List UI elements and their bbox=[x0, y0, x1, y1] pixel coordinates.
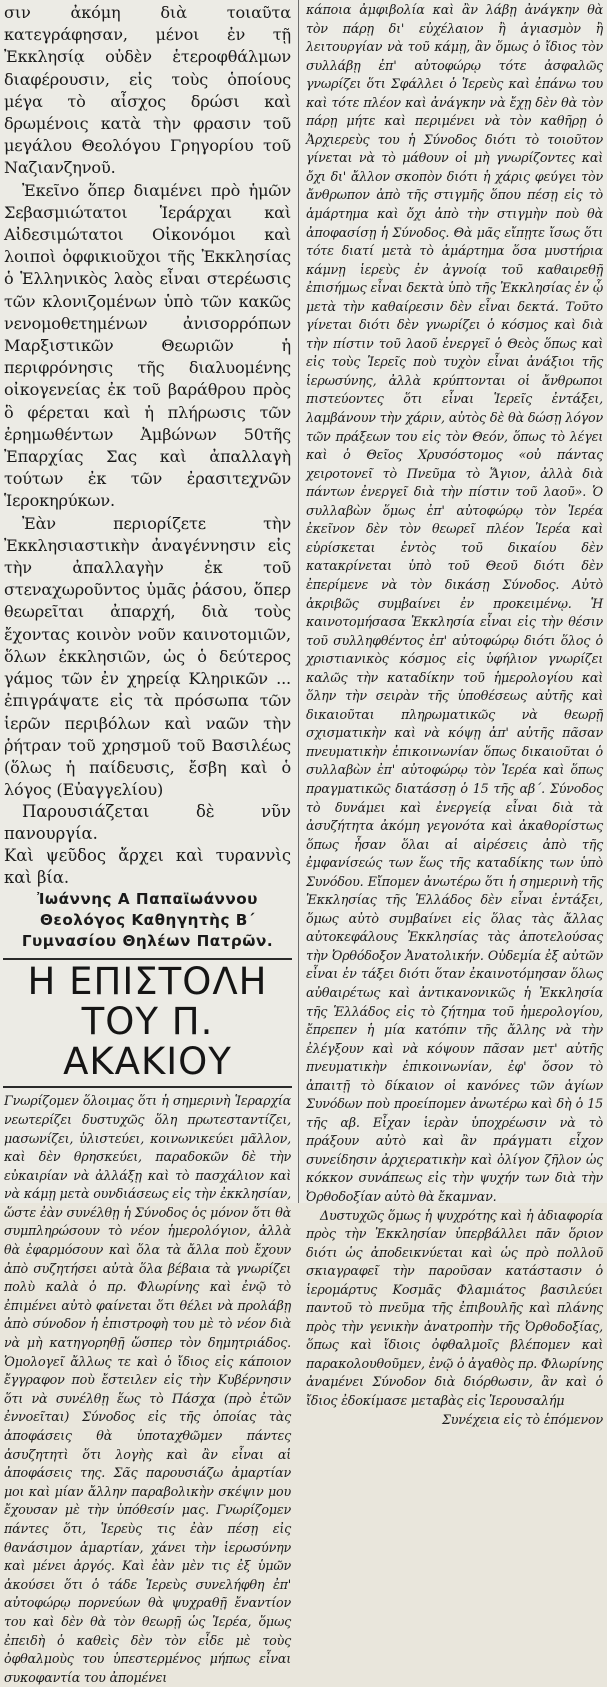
headline: Η ΕΠΙΣΤΟΛΗ ΤΟΥ Π. ΑΚΑΚΙΟΥ bbox=[27, 960, 268, 1084]
article-paragraph: Ἐκεῖνο ὅπερ διαμένει πρὸ ἡμῶν Σεβασμιώτατοι Ἱεράρχαι καὶ Αἰδεσιμώτατοι Οἰκονόμοι καὶ λοιποὶ ὀφφικιοῦχοι τῆς Ἐκκλησίας ὁ Ἑλληνικὸς λαὸς εἶναι στερέωσις τῶν κλονιζομένων ὑπὸ τῶν κακῶς νενομοθετημένων ἀνισορρόπων Μαρξιστικῶν Θεωριῶν ἡ περιφρόνησις τῆς διαλυομένης οἰκογενείας ἐκ τοῦ βαράθρου πρὸς ὃ φέρεται καὶ ἡ πλήρωσις τῶν ἐρημωθέντων Ἀμβώνων 50τῆς Ἐπαρχίας Σας καὶ ἀπαλλαγὴ τούτων ἐκ τῶν ἐρασιτεχνῶν Ἱεροκηρύκων. bbox=[4, 180, 291, 511]
closing-line: Καὶ ψεῦδος ἄρχει καὶ τυραννὶς καὶ βία. bbox=[4, 846, 291, 888]
author-signature: Ἰωάννης Α Παπαϊωάννου Θεολόγος Καθηγητὴς Β΄ Γυμνασίου Θηλέων Πατρῶν. bbox=[21, 890, 274, 951]
article-paragraph: Ἐὰν περιορίζετε τὴν Ἐκκλησιαστικὴν ἀναγέννησιν εἰς τὴν ἀπαλλαγὴν ἐκ τοῦ στεναχωροῦντος ὑμᾶς ῥάσου, ὅπερ θεωρεῖται ἀπαρχή, διὰ τοὺς ἔχοντας κοινὸν νοῦν καινοτομιῶν, ὅλων ἐκκλησιῶν, ὡς ὁ δεύτερος γάμος τῶν ἐν χηρείᾳ Κληρικῶν ... ἐπιγράψατε εἰς τὰ πρόσωπα τῶν ἱερῶν περιβόλων καὶ ναῶν τὴν ῥήτραν τοῦ χρησμοῦ τοῦ Βασιλέως (ὅλως ἡ παίδευσις, ἔσβη καὶ ὁ λόγος (Εὐαγγελίου) bbox=[4, 513, 291, 800]
letter-body-right bbox=[302, 0, 607, 1429]
letter-body-left: Γνωρίζομεν ὅλοιμας ὅτι ἡ σημερινὴ Ἱεραρχία νεωτερίζει δυστυχῶς ὅλη πρωτεσταντίζει, μασωνίζει, ὑλιστεύει, κοινωνικεύει μᾶλλον, καὶ δὲν θρησκεύει, παραδοκῶν δὲ τὴν εὐκαιρίαν νὰ ἀλλάξῃ καὶ τὸ πασχάλιον καὶ νὰ κάμῃ μετὰ ουνδιάσεως εἰς τὴν ἐκκλησίαν, ὥστε ἐὰν συνέλθῃ ἡ Σύνοδος ὁς μόνον ὅτι θὰ συμπληρώσουν τὸ νέον ἡμερολόγιον, ἀλλὰ θὰ ἐφαρμόσουν καὶ ὅλα τὰ ἄλλα ποὺ ἔχουν ἀπὸ συζητήσει αὐτὰ ὅλα βέβαια τὰ γνωρίζει πολὺ καλὰ ὁ πρ. Φλωρίνης καὶ ἐνῷ τὸ ἐπιμένει αὐτὸ φαίνεται ὅτι θέλει νὰ προλάβῃ ἀπὸ σύνοδον ἡ ἐπιστροφὴ του μὲ τὸ νέον διὰ νὰ μὴ κατηγορηθῇ ὥσπερ τὸν δημητριάδος. Ὁμολογεῖ ἄλλως τε καὶ ὁ ἴδιος εἰς κάποιον ἔγγραφον ποὺ ἔστειλεν εἰς τὴν Κυβέρνησιν ὅτι νὰ συνέλθῃ ἕως τὸ Πάσχα (πρὸ ἐτῶν ἐννοεῖται) Σύνοδος εἰς τῆς ὁποίας τὰς ἀποφάσεις θὰ ὑποταχθῶμεν πάντες ἀσυζητητὶ ὅτι λογὴς καὶ ἂν εἶναι αἱ ἀποφάσεις της. Σᾶς παρουσιάζω ἀμαρτίαν μοι καὶ μίαν ἄλλην παραβολικὴν σκέψιν μου ἔχουσαν μὲ τὴν ὑπόθεσίν μας. Γνωρίζομεν πάντες ὅτι, Ἱερεὺς τις ἐὰν πέσῃ εἰς θανάσιμον ἁμαρτίαν, χάνει τὴν ἱερωσύνην καὶ μένει ἀργός. Καὶ ἐὰν μὲν τις ἐξ ὑμῶν ἀκούσει ὅτι ὁ τάδε Ἱερεὺς συνελήφθη ἐπ' αὐτοφώρῳ πορνεύων θὰ ψυχραθῇ ἔναντίον του καὶ δὲν θὰ τὸν θεωρῇ ὡς Ἱερέα, ὅμως ἐπειδὴ ὁ καθεὶς δὲν τὸν εἶδε μὲ τοὺς ὀφθαλμοὺς του ὑπεστερμένος μήπως εἶναι συκοφαντία του ἀπομένει bbox=[4, 1093, 291, 1685]
continued-note: Συνέχεια εἰς τὸ ἑπόμενον bbox=[442, 1411, 603, 1427]
article-main-body bbox=[0, 0, 295, 801]
letter-paragraph: κάποια ἀμφιβολία καὶ ἂν λάβῃ ἀνάγκην θὰ τὸν πάρῃ δι' εὐχέλαιον ἢ ἁγιασμὸν ἢ λειτουργίαν νὰ τοῦ κάμῃ, ἂν ὅμως ὁ ἴδιος τὸν συλλάβῃ ἐπ' αὐτοφώρῳ τότε ἀσφαλῶς γνωρίζει ὅτι Σφάλλει ὁ Ἱερεὺς καὶ ἐπάνω του καὶ τότε πλέον καὶ ἀνάγκην νὰ ἔχῃ δὲν θὰ τὸν πάρῃ μήτε καὶ περιμένει νὰ τὸν καθῆρῃ ὁ Ἀρχιερεὺς του ἡ Σύνοδος διότι τὸ τοιοῦτον γίνεται νὰ τὸ μάθουν οἱ μὴ γνωρίζοντες καὶ ὄχι δι' ἄλλον σκοπὸν διότι ἡ χάρις φεύγει τὸν ἄνθρωπον ἀπὸ τῆς στιγμῆς ὅπου πέσῃ εἰς τὸ ἁμάρτημα καὶ ὄχι ἀπὸ τὴν στιγμὴν ποὺ θὰ ἀποφασίσῃ ἡ Σύνοδος. Θὰ μᾶς εἴπῃτε ἴσως ὅτι τότε διατί μετὰ τὸ ἁμάρτημα ὅσα μυστήρια κάμνῃ ἱερεὺς ἐν ἀγνοίᾳ τοῦ καθαιρεθῇ ἐπισήμως εἶναι δεκτὰ ὑπὸ τῆς Ἐκκλησίας ἐν ᾧ μετὰ τὴν καθαίρεσιν δὲν εἶναι δεκτά. Τοῦτο γίνεται διότι δὲν γνωρίζει ὁ κόσμος καὶ διὰ τὴν πίστιν τοῦ λαοῦ ἐνεργεῖ ὁ Θεὸς ὅπως καὶ εἰς τοὺς Ἱερεῖς ποὺ τυχὸν εἶναι ἀνάξιοι τῆς ἱερωσύνης, ἀλλὰ κρύπτονται οἱ ἄνθρωποι πιστεύοντες ὅτι εἶναι Ἱερεῖς ἐντάξει, λαμβάνουν τὴν χάριν, αὐτὸς δὲ θὰ δώσῃ λόγον τῶν πράξεων του εἰς τὸν Θεόν, ὅπως τὸ λέγει καὶ ὁ Θεῖος Χρυσόστομος «οὐ πάντας χειροτονεῖ τὸ Πνεῦμα τὸ Ἅγιον, ἀλλὰ διὰ πάντων ἐνεργεῖ διὰ τὴν πίστιν τοῦ λαοῦ». Ὁ συλλαβὼν ὅμως ἐπ' αὐτοφώρῳ τὸν Ἱερέα ἐκεῖνον δὲν τὸν θεωρεῖ πλέον Ἱερέα καὶ εὑρίσκεται ἐντὸς τοῦ δικαίου δὲν κατακρίνεται ὑπὸ τοῦ Θεοῦ διότι δὲν ἐπερίμενε νὰ τὸν δικάσῃ Σύνοδος. Αὐτὸ ἀκριβῶς συμβαίνει ἐν προκειμένῳ. Ἡ καινοτομήσασα Ἐκκλησία εἶναι εἰς τὴν θέσιν τοῦ συλληφθέντος ἐπ' αὐτοφώρῳ διότι ὅλος ὁ χριστιανικὸς κόσμος εἰς ὑφήλιον γνωρίζει καλῶς τὴν καταδίκην τοῦ ἡμερολογίου καὶ ὅλην τὴν σειρὰν τῆς ὑποθέσεως αὐτῆς καὶ δικαιοῦται πληρωματικῶς νὰ θεωρῇ σχισματικὴν καὶ νὰ κόψῃ ἀπ' αὐτῆς πᾶσαν πνευματικὴν ἐπικοινωνίαν ὅπως δικαιοῦται ὁ συλλαβὼν ἐπ' αὐτοφώρῳ τὸν Ἱερέα καὶ ὅπως πραγματικῶς διατάσσῃ ὁ 15 τῆς αβ΄. Σύνοδος τὸ δυνάμει καὶ ἐνεργείᾳ εἶναι διὰ τὰ ἀσυζήτητα ἀκόμη γεγονότα καὶ ἀκαθορίστως ὅπως ἦσαν ὅλαι αἱ αἱρέσεις ἀπὸ τῆς ἐμφανίσεώς των ἕως τῆς καταδίκης των ὑπὸ Συνόδου. Εἴπομεν ἀνωτέρω ὅτι ἡ σημερινὴ τῆς Ἐκκλησίας τῆς Ἑλλάδος δὲν εἶναι ἐντάξει, ὅμως αὐτὸ συμβαίνει εἰς ὅλας τὰς ἄλλας αὐτοκεφάλους Ἐκκλησίας τὰς ἀποτελούσας τὴν Ὀρθόδοξον Ἀνατολικήν. Οὐδεμία ἐξ αὐτῶν εἶναι ἐν τάξει διότι ὅταν ἐκαινοτόμησαν ὅλως αὐθαιρέτως καὶ ἀντικανονικῶς ἡ Ἐκκλησία τῆς Ἑλλάδος εἰς τὸ ζήτημα τοῦ ἡμερολογίου, ἔπρεπεν ἡ μία κατόπιν τῆς ἄλλης νὰ τὴν ἐλέγξουν καὶ νὰ κόψουν πᾶσαν μετ' αὐτῆς πνευματικὴν ἐπικοινωνίαν, ἐφ' ὅσον τὸ ἀπαιτῇ τὸ δίκαιον οἱ κανόνες τῶν ἁγίων Συνόδων ποὺ προείπομεν ἀνωτέρω καὶ δὴ ὁ 15 τῆς αβ. Εἶχαν ἱερὰν ὑποχρέωσιν νὰ τὸ πράξουν αὐτὸ καὶ ἂν πράγματι εἶχον συνείδησιν ἀρχιερατικὴν καὶ ὀλίγον ζῆλον ὡς κόκκον συνάπεως εἰς τὴν ψυχήν των διὰ τὴν Ὀρθοδοξίαν αὐτὸ θὰ ἔκαμναν. bbox=[306, 2, 603, 1204]
right-column bbox=[302, 0, 607, 1427]
headline-box bbox=[3, 958, 292, 1088]
letter-paragraph: Δυστυχῶς ὅμως ἡ ψυχρότης καὶ ἡ ἀδιαφορία πρὸς τὴν Ἐκκλησίαν ὑπερβάλλει πᾶν ὅριον διότι ὡς ἀποδεικνύεται καὶ ὡς πρὸ πολλοῦ σκιαγραφεῖ τὴν παροῦσαν κατάστασιν ὁ ἱερομάρτυς Κοσμᾶς Φλαμιάτος βασιλεύει παντοῦ τὸ πνεῦμα τῆς ἐπιβουλῆς καὶ πλάνης πρὸς τὴν γενικὴν ἀνατροπὴν τῆς Ὀρθοδοξίας, ὅπως καὶ ἴδιοις ὀφθαλμοῖς βλέπομεν καὶ παρακολουθοῦμεν, ἐνῷ ὁ ἀγαθὸς πρ. Φλωρίνης ἀναμένει Σύνοδον διὰ διόρθωσιν, ἂν καὶ ὁ ἴδιος ἐδοκίμασε μεταβὰς εἰς Ἱερουσαλήμ bbox=[306, 1207, 603, 1409]
left-column bbox=[0, 0, 295, 1685]
article-paragraph: σιν ἀκόμη διὰ τοιαῦτα κατεγράφησαν, μένοι ἐν τῇ Ἐκκλησίᾳ οὐδὲν ἑτεροφθάλμων διαφέρουσιν, εἰς τοὺς ὁποίους μέγα τὸ αἶσχος δρώσι καὶ δρωμένοις κατὰ τὴν φρασιν τοῦ μεγάλου Θεολόγου Γρηγορίου τοῦ Ναζιανζηνοῦ. bbox=[4, 3, 291, 178]
column-divider bbox=[298, 0, 299, 1203]
closing-line: Παρουσιάζεται δὲ νῦν πανουργία. bbox=[4, 802, 291, 844]
